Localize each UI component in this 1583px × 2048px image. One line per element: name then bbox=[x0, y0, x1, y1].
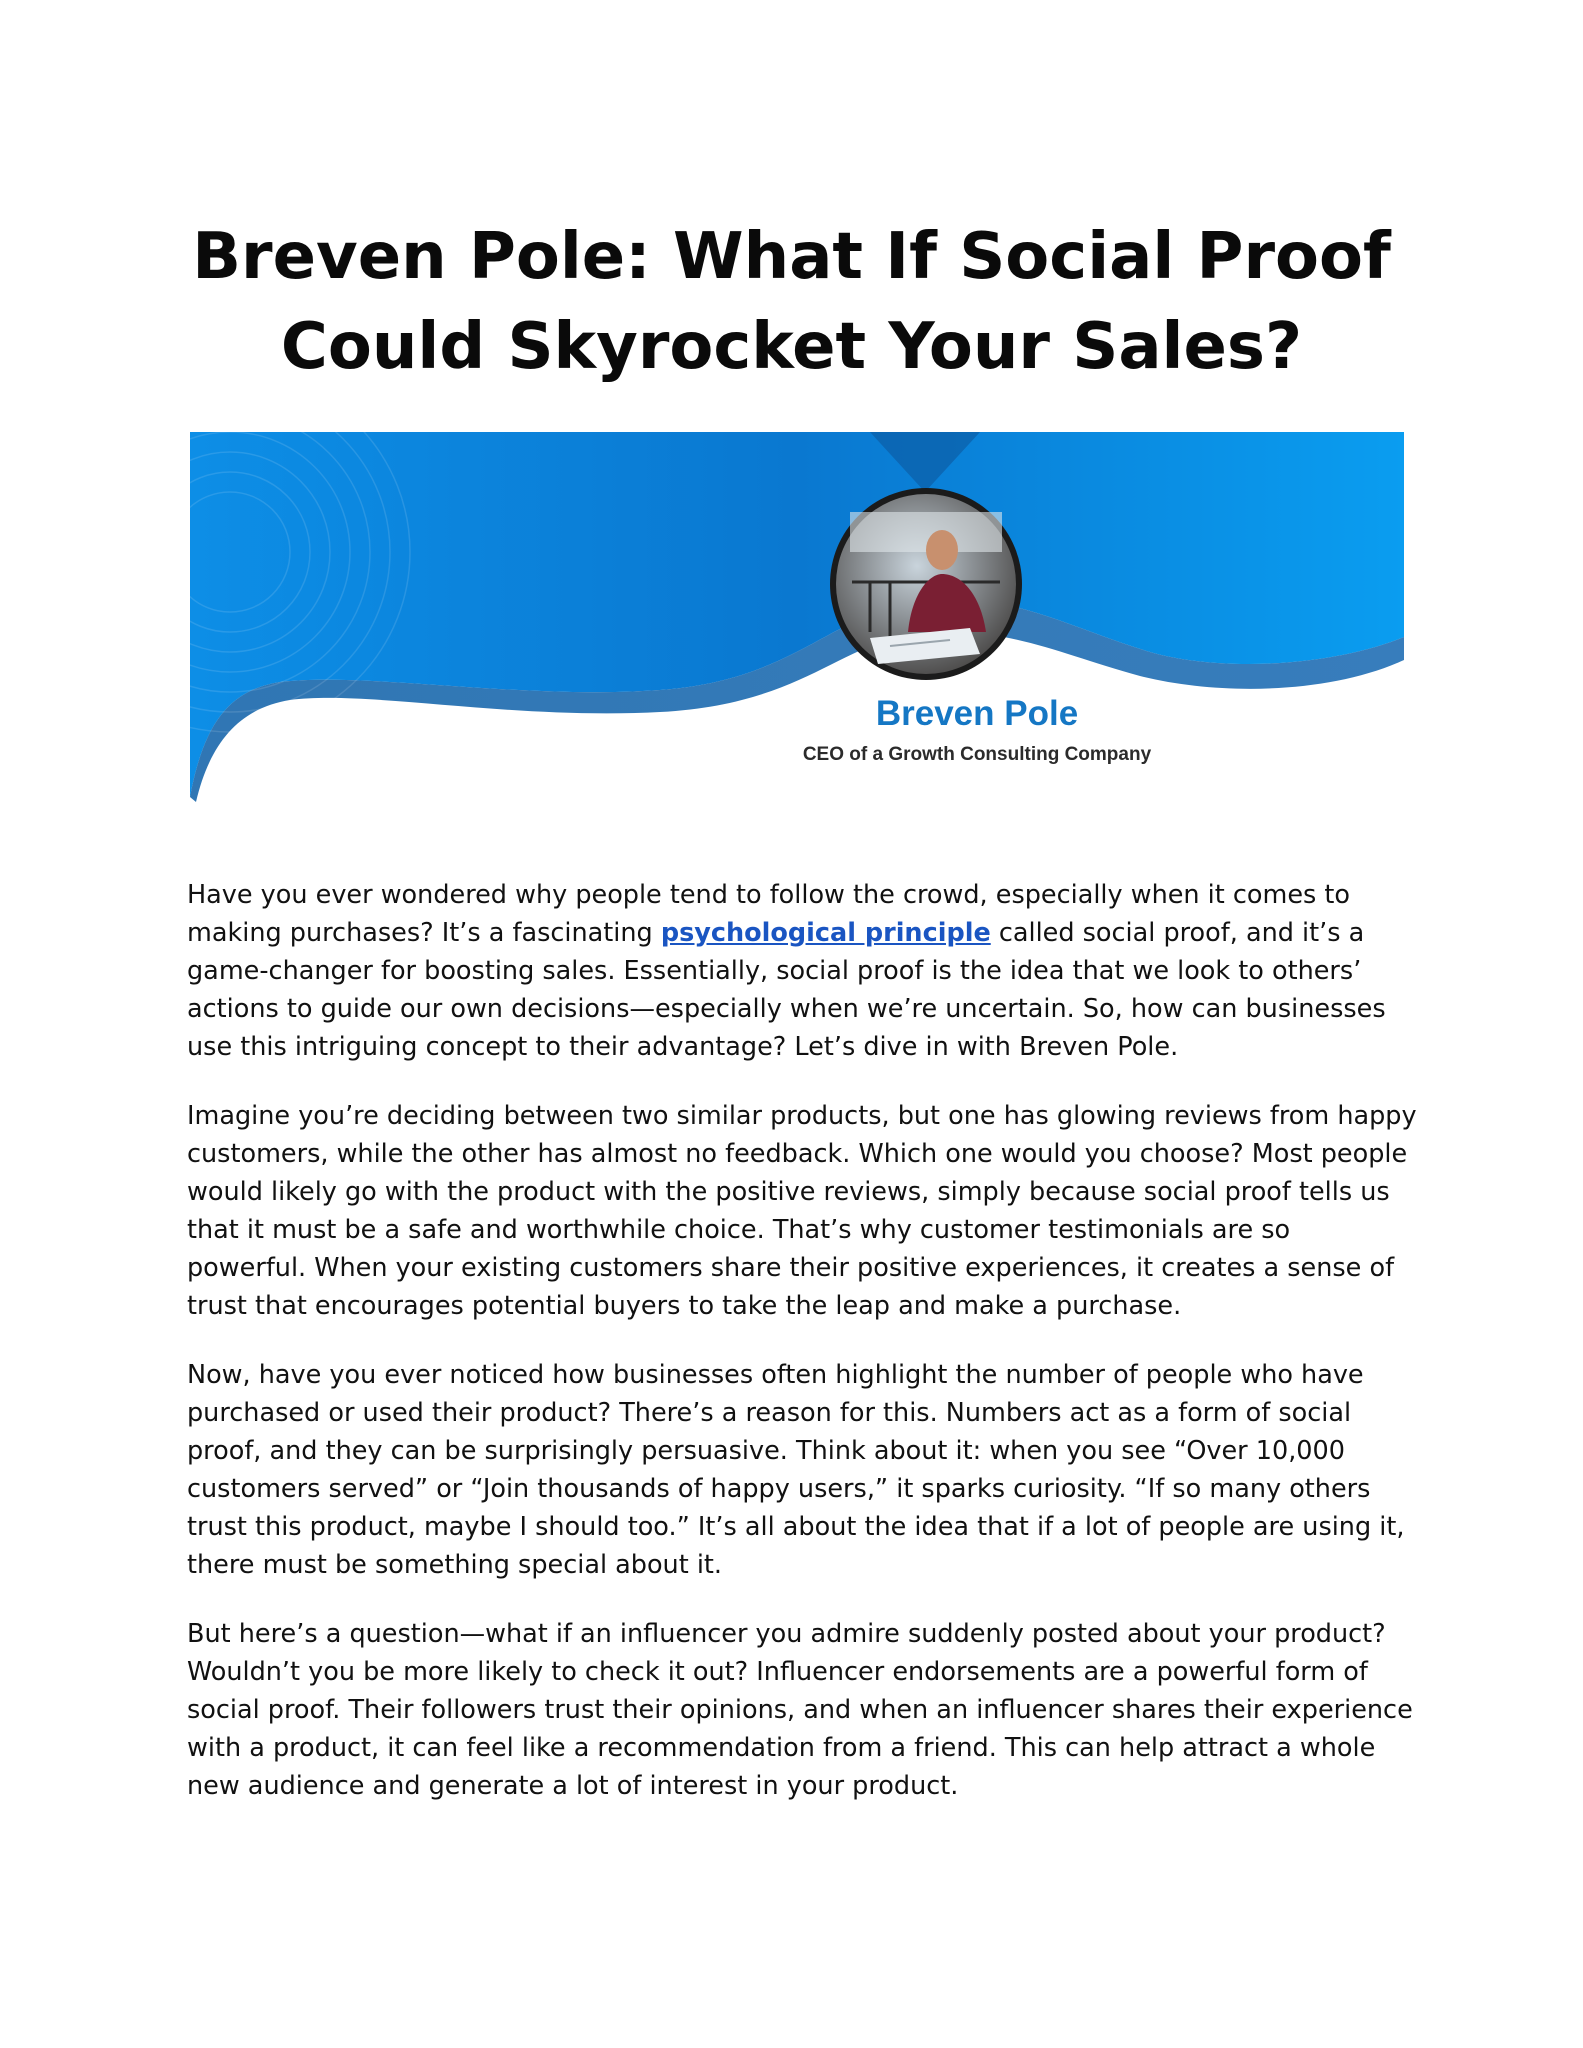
paragraph-1 bbox=[187, 876, 1417, 1066]
psychological-principle-link[interactable]: psychological principle bbox=[660, 918, 991, 948]
article-title-line-1: Breven Pole: What If Social Proof bbox=[192, 220, 1391, 294]
paragraph-3: Now, have you ever noticed how businesses often highlight the number of people who have purchased or used their product? There’s a reason for this. Numbers act as a form of social proof, and they can be surprisingly persuasive. Think about it: when you see “Over 10,000 customers served” or “Join thousands of happy users,” it sparks curiosity. “If so many others trust this product, maybe I should too.” It’s all about the idea that if a lot of people are using it, there must be something special about it. bbox=[187, 1360, 1405, 1580]
banner-author-role: CEO of a Growth Consulting Company bbox=[802, 744, 1152, 765]
paragraph-1-after-link: called social proof, and it’s a game-changer for boosting sales. Essentially, social proof is the idea that we look to others’ actions to guide our own decisions—especially when we’re uncertain. So, how can businesses use this intriguing concept to their advantage? Let’s dive in with Breven Pole. bbox=[187, 918, 1386, 1062]
article-title bbox=[0, 212, 1583, 392]
article-title-line-2: Could Skyrocket Your Sales? bbox=[280, 310, 1303, 384]
paragraph-1-before-link: Have you ever wondered why people tend to follow the crowd, especially when it comes to making purchases? It’s a fascinating bbox=[187, 880, 1351, 948]
author-avatar bbox=[830, 488, 1022, 680]
paragraph-2: Imagine you’re deciding between two similar products, but one has glowing reviews from happy customers, while the other has almost no feedback. Which one would you choose? Most people would likely go with the product with the positive reviews, simply because social proof tells us that it must be a safe and worthwhile choice. That’s why customer testimonials are so powerful. When your existing customers share their positive experiences, it creates a sense of trust that encourages potential buyers to take the leap and make a purchase. bbox=[187, 1101, 1417, 1321]
banner-author-name: Breven Pole bbox=[875, 694, 1079, 733]
paragraph-4: But here’s a question—what if an influencer you admire suddenly posted about your product? Wouldn’t you be more likely to check it out? Influencer endorsements are a powerful form of social proof. Their followers trust their opinions, and when an influencer shares their experience with a product, it can feel like a recommendation from a friend. This can help attract a whole new audience and generate a lot of interest in your product. bbox=[187, 1619, 1413, 1801]
author-banner bbox=[190, 432, 1404, 802]
article-body bbox=[187, 876, 1417, 1836]
